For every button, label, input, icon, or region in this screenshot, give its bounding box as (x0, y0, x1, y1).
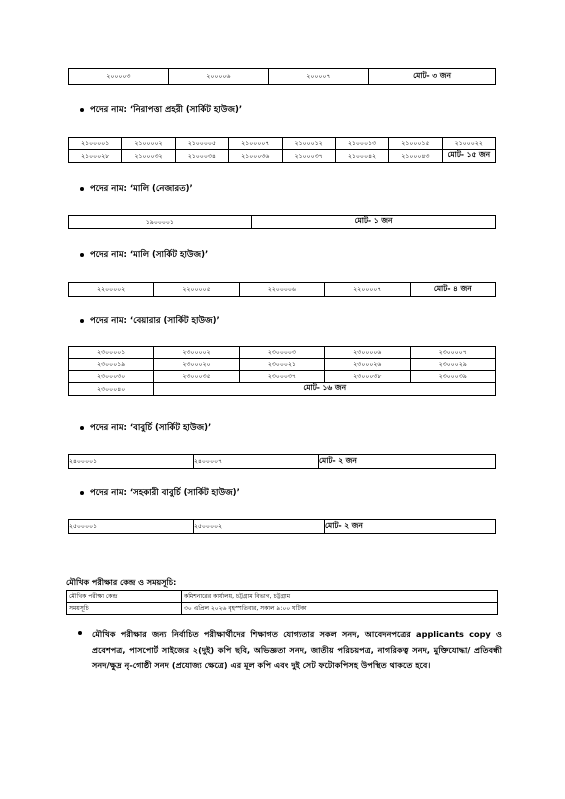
post-heading: পদের নাম: ‘সহকারী বাবুর্চি (সার্কিট হাউজ)’ (80, 486, 240, 500)
result-table-5 (68, 346, 496, 396)
roll-cell: ২৫০০০০১ (69, 520, 194, 534)
schedule-value: ৩০ এপ্রিল ২০২৬ বৃহস্পতিবার, সকাল ৯:০০ ঘটিকা (182, 603, 498, 615)
roll-cell: ২৫০০০০২ (194, 520, 325, 534)
total-cell: মোট- ১৬ জন (154, 383, 496, 396)
roll-cell: ২৩০০০২১ (239, 359, 324, 371)
roll-cell: ২৩০০০০১ (69, 347, 154, 359)
roll-cell: ২৩০০০২০ (154, 359, 239, 371)
roll-cell: ২২০০০০৭ (325, 283, 410, 297)
roll-cell: ২৩০০০৩৭ (239, 371, 324, 383)
total-cell: মোট- ১৫ জন (442, 150, 495, 163)
roll-cell: ২৪০০০০১ (69, 455, 194, 469)
roll-cell: ২৩০০০৩০ (69, 371, 154, 383)
roll-cell: ২১০০০৩৪ (175, 150, 228, 163)
roll-cell: ২১০০০১৫ (389, 138, 442, 150)
roll-cell: ২০০০০৩ (69, 69, 169, 85)
bullet-icon (80, 491, 84, 495)
schedule-table (66, 590, 498, 615)
roll-cell: ২১০০০৪৩ (389, 150, 442, 163)
instruction-note: মৌখিক পরীক্ষার জন্য নির্বাচিত পরীক্ষার্থীদের শিক্ষাগত যোগ্যতার সকল সনদ, আবেদনপত্রের applicants copy ও প্রবেশপত্র, পাসপোর্ট সাইজের ২(দুই) কপি ছবি, অভিজ্ঞতা সনদ, জাতীয় পরিচয়পত্র, নাগরিকত্ব সনদ, মুক্তিযোদ্ধা/ প্রতিবন্ধী সনদ/ক্ষুদ্র নৃ-গোষ্ঠী সনদ (প্রযোজ্য ক্ষেত্রে) এর মূল কপি এবং দুই সেট ফটোকপিসহ উপস্থিত থাকতে হবে। (92, 629, 502, 670)
schedule-label: সময়সূচি (67, 603, 182, 615)
roll-cell: ২৩০০০৩৮ (325, 371, 410, 383)
roll-cell: ২১০০০৩৬ (229, 150, 282, 163)
roll-cell: ২৩০০০৩৯ (410, 371, 495, 383)
roll-cell: ২১০০০০১ (69, 138, 122, 150)
schedule-title: মৌখিক পরীক্ষার কেন্দ্র ও সময়সূচি: (66, 578, 177, 587)
result-table-3 (68, 215, 496, 229)
post-heading: পদের নাম: ‘মালি (সার্কিট হাউজ)’ (80, 248, 208, 262)
roll-cell: ২৩০০০০৭ (410, 347, 495, 359)
roll-cell: ২১০০০২৮ (69, 150, 122, 163)
post-heading: পদের নাম: ‘মালি (নেজারত)’ (80, 182, 193, 196)
roll-cell: ২১০০০০৫ (175, 138, 228, 150)
total-cell: মোট- ৪ জন (410, 283, 495, 297)
roll-cell: ২৩০০০৪০ (69, 383, 154, 396)
post-heading: পদের নাম: ‘বাবুর্চি (সার্কিট হাউজ)’ (80, 421, 211, 435)
roll-cell: ২২০০০০৬ (239, 283, 324, 297)
roll-cell: ২৩০০০০৩ (239, 347, 324, 359)
bullet-icon (80, 426, 84, 430)
result-table-6 (68, 454, 496, 469)
total-cell: মোট- ২ জন (319, 455, 496, 469)
roll-cell: ২৩০০০৩৫ (154, 371, 239, 383)
roll-cell: ২৩০০০০২ (154, 347, 239, 359)
roll-cell: ২২০০০০৫ (154, 283, 239, 297)
roll-cell: ২০০০০৬ (169, 69, 269, 85)
roll-cell: ২১০০০১৩ (335, 138, 388, 150)
result-table-4 (68, 282, 496, 297)
roll-cell: ২১০০০৩২ (122, 150, 175, 163)
roll-cell: ২৩০০০২৬ (325, 359, 410, 371)
roll-cell: ২১০০০৪২ (335, 150, 388, 163)
roll-cell: ২১০০০২২ (442, 138, 495, 150)
roll-cell: ১৯০০০০১ (69, 216, 252, 229)
roll-cell: ২৩০০০১৯ (69, 359, 154, 371)
bullet-icon (80, 108, 84, 112)
schedule-value: কমিশনারের কার্যালয়, চট্টগ্রাম বিভাগ, চট্টগ্রাম (182, 591, 498, 603)
total-cell: মোট- ৩ জন (369, 69, 496, 85)
result-table-2 (68, 137, 496, 163)
roll-cell: ২১০০০৩৭ (282, 150, 335, 163)
result-table-7 (68, 519, 496, 534)
roll-cell: ২০০০০৭ (269, 69, 369, 85)
bullet-icon (80, 319, 84, 323)
bullet-icon (80, 187, 84, 191)
roll-cell: ২১০০০০৭ (229, 138, 282, 150)
roll-cell: ২১০০০১২ (282, 138, 335, 150)
post-heading: পদের নাম: ‘বেয়ারার (সার্কিট হাউজ)’ (80, 314, 220, 328)
result-table-1 (68, 68, 496, 85)
bullet-icon (80, 253, 84, 257)
roll-cell: ২১০০০০২ (122, 138, 175, 150)
total-cell: মোট- ১ জন (252, 216, 496, 229)
bullet-icon (78, 631, 82, 635)
total-cell: মোট- ২ জন (325, 520, 496, 534)
roll-cell: ২২০০০০২ (69, 283, 154, 297)
schedule-label: মৌখিক পরীক্ষা কেন্দ্র (67, 591, 182, 603)
roll-cell: ২৪০০০০৭ (194, 455, 319, 469)
post-heading: পদের নাম: ‘নিরাপত্তা প্রহরী (সার্কিট হাউজ)’ (80, 103, 242, 117)
roll-cell: ২৩০০০২৯ (410, 359, 495, 371)
roll-cell: ২৩০০০০৬ (325, 347, 410, 359)
